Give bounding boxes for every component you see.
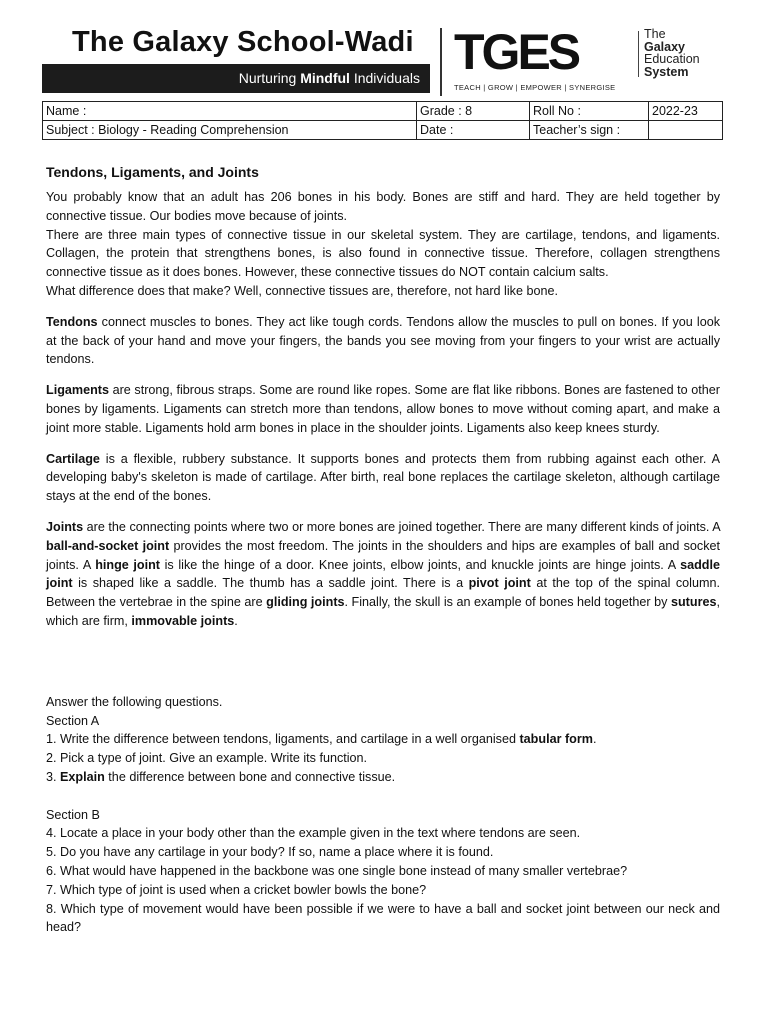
question-text: 1. Write the difference between tendons, ligaments, and cartilage in a well organised: [46, 732, 520, 747]
tagline-bar: [42, 64, 430, 93]
table-row: [43, 102, 723, 121]
question-item: 2. Pick a type of joint. Give an example. Write its function.: [46, 751, 368, 766]
paragraph-text: connect muscles to bones. They act like tough cords. Tendons allow the muscles to pull on bones. If you look at the back of your hand and move your fingers, the bands you see moving from your fingers to your wrist are actually tendons.: [46, 314, 720, 367]
cartilage-paragraph: [46, 450, 720, 506]
question-item: 7. Which type of joint is used when a cricket bowler bowls the bone?: [46, 882, 427, 897]
empty-cell: [649, 121, 723, 140]
questions-block: [46, 693, 720, 937]
question-item: [46, 768, 720, 787]
term: Ligaments: [46, 383, 109, 398]
term: sutures: [670, 595, 717, 610]
grade-field: Grade : 8: [417, 102, 530, 121]
term: ball-and-socket joint: [46, 538, 170, 553]
logo-letter: ES: [517, 24, 579, 80]
term: pivot joint: [468, 576, 531, 591]
galaxy-education-system-logo: [644, 28, 700, 78]
spacer: [46, 787, 720, 806]
question-item: 8. Which type of movement would have been possible if we were to have a ball and socket joint between our neck and head?: [46, 901, 720, 935]
ligaments-paragraph: [46, 381, 720, 437]
date-field[interactable]: Date :: [417, 121, 530, 140]
logo-sys-line: Galaxy: [644, 39, 686, 54]
name-field[interactable]: Name :: [43, 102, 417, 121]
question-item: 6. What would have happened in the backbone was one single bone instead of many smaller vertebrae?: [46, 863, 628, 878]
table-row: [43, 121, 723, 140]
logo-sys-line: System: [644, 64, 689, 79]
question-bold: tabular form: [519, 732, 593, 747]
tagline-part: Nurturing: [238, 70, 301, 86]
intro-paragraph: There are three main types of connective tissue in our skeletal system. They are cartilage, tendons, and ligaments. Collagen, the protein that strengthens bones, is also found in connective tissue. Therefore, collagen strengthens connective tissue as it does bones. However, these connective tissues do NOT contain calcium salts.: [46, 227, 720, 280]
paragraph-text: are the connecting points where two or more bones are joined together. There are many different kinds of joints. A: [83, 519, 720, 534]
paragraph-text: at the top of the spinal column. Between the vertebrae in the spine are: [46, 576, 720, 610]
year-field: 2022-23: [649, 102, 723, 121]
paragraph-text: is like the hinge of a door. Knee joints, elbow joints, and knuckle joints are hinge joints. A: [159, 557, 681, 572]
question-item: 4. Locate a place in your body other than the example given in the text where tendons are seen.: [46, 826, 581, 841]
logo-sys-line: The: [644, 27, 666, 41]
teacher-sign-field[interactable]: Teacher’s sign :: [530, 121, 649, 140]
term: saddle joint: [46, 557, 720, 591]
logo-tagline: TEACH | GROW | EMPOWER | SYNERGISE: [454, 83, 616, 92]
article-content: [46, 163, 720, 937]
question-item: [46, 730, 720, 749]
student-info-table: [42, 101, 723, 140]
tendons-paragraph: [46, 313, 720, 369]
section-heading: Section B: [46, 807, 100, 822]
questions-instruction: Answer the following questions.: [46, 694, 223, 709]
paragraph-text: provides the most freedom. The joints in the shoulders and hips are examples of ball and socket joints. A: [46, 538, 720, 572]
article-title: Tendons, Ligaments, and Joints: [46, 164, 259, 180]
page-header: [42, 22, 732, 97]
school-name: The Galaxy School-Wadi: [72, 26, 414, 58]
term: Cartilage: [46, 451, 100, 466]
paragraph-text: is shaped like a saddle. The thumb has a saddle joint. There is a: [72, 576, 469, 591]
paragraph-text: is a flexible, rubbery substance. It supports bones and protects them from rubbing against each other. A developing baby's skeleton is made of cartilage. After birth, real bone replaces the cartilage skeleton, although cartilage stays at the end of the bones.: [46, 451, 720, 504]
term: gliding joints: [266, 595, 345, 610]
term: hinge joint: [95, 557, 160, 572]
paragraph-text: .: [234, 613, 238, 628]
intro-paragraph: What difference does that make? Well, connective tissues are, therefore, not hard like bone.: [46, 283, 558, 298]
tges-logo: [454, 26, 578, 78]
section-heading: Section A: [46, 713, 100, 728]
header-divider: [440, 28, 442, 96]
school-tagline: [239, 70, 420, 86]
subject-field: Subject : Biology - Reading Comprehension: [43, 121, 417, 140]
question-text: .: [592, 732, 597, 747]
question-text: the difference between bone and connective tissue.: [104, 769, 396, 784]
term: Joints: [46, 519, 84, 534]
term: immovable joints: [131, 613, 235, 628]
question-item: 5. Do you have any cartilage in your body? If so, name a place where it is found.: [46, 845, 494, 860]
term: Tendons: [46, 314, 98, 329]
paragraph-text: are strong, fibrous straps. Some are round like ropes. Some are flat like ribbons. Bones are fastened to other bones by ligaments. Ligaments can stretch more than tendons, allow bones to move without coming apart, and make a joint more stable. Ligaments hold arm bones in place in the shoulder joints. Ligaments also keep knees sturdy.: [46, 383, 720, 435]
logo-letter: T: [454, 24, 482, 80]
intro-paragraph: You probably know that an adult has 206 bones in his body. Bones are stiff and hard. They are held together by connective tissue. Our bodies move because of joints.: [46, 190, 720, 223]
logo-sys-line: Education: [644, 52, 700, 66]
joints-paragraph: [46, 518, 720, 631]
tagline-part: Individuals: [349, 70, 420, 86]
logo-letter: G: [481, 24, 518, 80]
logo-divider: [638, 31, 639, 77]
paragraph-text: . Finally, the skull is an example of bones held together by: [344, 595, 671, 610]
question-bold: Explain: [60, 769, 105, 784]
question-text: 3.: [46, 769, 61, 784]
paragraph-text: , which are firm,: [46, 595, 720, 628]
roll-field[interactable]: Roll No :: [530, 102, 649, 121]
tagline-bold: Mindful: [300, 70, 350, 86]
